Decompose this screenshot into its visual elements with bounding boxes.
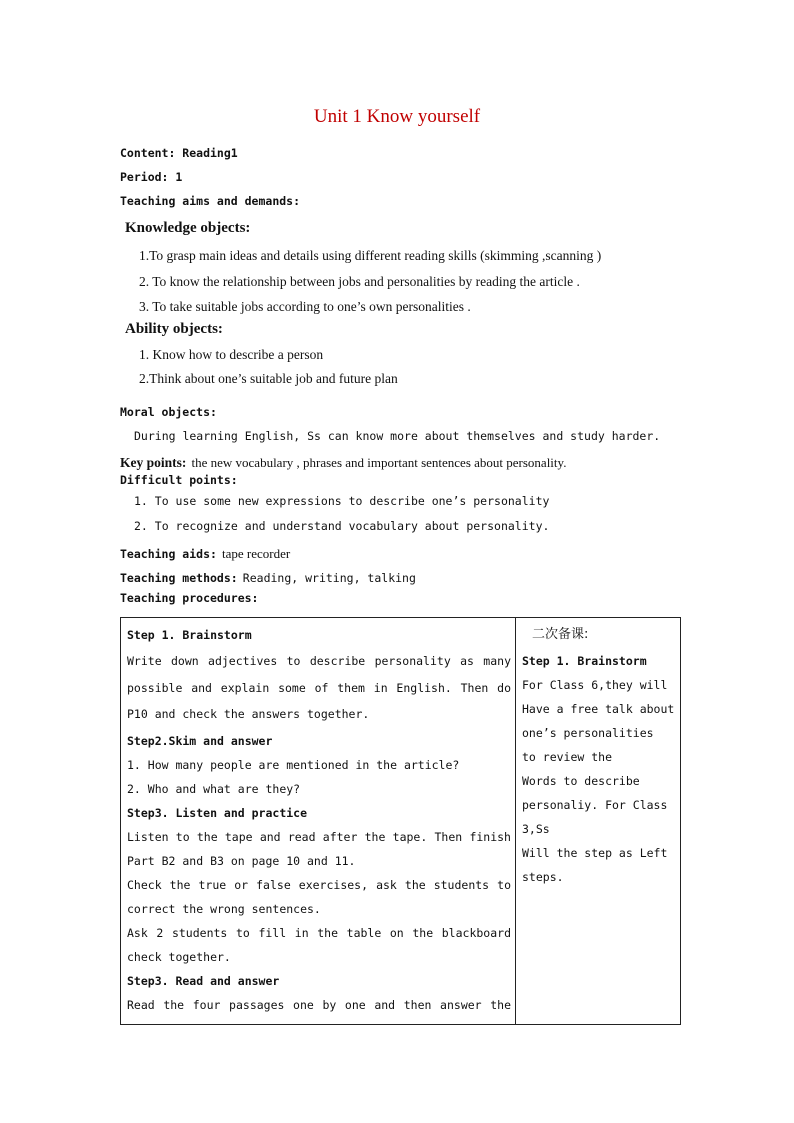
step3-line-6: check together. (127, 949, 231, 964)
ability-item-2: 2.Think about one’s suitable job and future plan (139, 371, 398, 386)
step2-heading: Step2.Skim and answer (127, 733, 273, 748)
step2-question-1: 1. How many people are mentioned in the article? (127, 757, 460, 772)
ability-item-1: 1. Know how to describe a person (139, 347, 324, 362)
step3-line-1: Listen to the tape and read after the tape. Then finish (127, 829, 511, 844)
period-line: Period: 1 (120, 170, 183, 184)
step2-question-2: 2. Who and what are they? (127, 781, 301, 796)
difficult-item-2: 2. To recognize and understand vocabulary about personality. (134, 519, 550, 533)
knowledge-item-3: 3. To take suitable jobs according to one’s own personalities . (139, 299, 471, 314)
right-line-5: Words to describe (522, 774, 640, 788)
teaching-methods-line (120, 567, 416, 586)
ability-objects-heading: Ability objects: (125, 321, 223, 337)
key-points-value: the new vocabulary , phrases and important sentences about personality. (191, 455, 567, 470)
key-points-label: Key points: (120, 455, 187, 470)
step3-line-2: Part B2 and B3 on page 10 and 11. (127, 853, 356, 868)
right-step1-heading: Step 1. Brainstorm (522, 654, 647, 668)
step1-line-2: possible and explain some of them in English. Then do (127, 680, 511, 695)
right-line-1: For Class 6,they will (522, 678, 668, 692)
difficult-item-1: 1. To use some new expressions to describe one’s personality (134, 494, 550, 508)
step3-line-5: Ask 2 students to fill in the table on the blackboard (127, 925, 511, 940)
moral-objects-heading: Moral objects: (120, 405, 217, 419)
step1-line-1: Write down adjectives to describe personality as many (127, 654, 511, 668)
second-prep-heading: 二次备课: (532, 627, 589, 642)
right-line-3: one’s personalities (522, 726, 654, 740)
difficult-points-heading: Difficult points: (120, 473, 238, 487)
knowledge-item-2: 2. To know the relationship between jobs and personalities by reading the article . (139, 274, 580, 289)
right-line-4: to review the (522, 750, 613, 764)
step3-line-3: Check the true or false exercises, ask the students to (127, 877, 511, 892)
page-title: Unit 1 Know yourself (313, 106, 481, 127)
knowledge-objects-heading: Knowledge objects: (125, 220, 251, 236)
teaching-aids-line (120, 543, 290, 562)
moral-objects-text: During learning English, Ss can know more about themselves and study harder. (134, 429, 661, 443)
procedures-right-cell (522, 624, 680, 890)
step1-line-3: P10 and check the answers together. (127, 707, 370, 721)
procedures-left-cell (127, 624, 511, 1018)
knowledge-item-1: 1.To grasp main ideas and details using different reading skills (skimming ,scanning ) (139, 248, 602, 263)
teaching-aids-value: tape recorder (222, 546, 291, 561)
teaching-aims-heading: Teaching aims and demands: (120, 194, 301, 208)
teaching-aids-label: Teaching aids: (120, 547, 217, 561)
step3b-line-1: Read the four passages one by one and then answer the (127, 997, 511, 1012)
right-line-6: personaliy. For Class (522, 798, 668, 812)
teaching-procedures-heading: Teaching procedures: (120, 591, 259, 605)
step3b-heading: Step3. Read and answer (127, 973, 280, 988)
teaching-methods-label: Teaching methods: (120, 571, 238, 585)
right-line-8: Will the step as Left (522, 846, 668, 860)
right-line-7: 3,Ss (522, 822, 550, 836)
teaching-methods-value: Reading, writing, talking (242, 571, 416, 585)
procedures-table (120, 617, 681, 1025)
right-line-9: steps. (522, 870, 564, 884)
step3-heading: Step3. Listen and practice (127, 805, 308, 820)
step1-heading: Step 1. Brainstorm (127, 628, 252, 642)
table-divider (515, 618, 516, 1024)
right-line-2: Have a free talk about (522, 702, 675, 716)
key-points-line (120, 452, 566, 471)
content-line: Content: Reading1 (120, 146, 238, 160)
step3-line-4: correct the wrong sentences. (127, 901, 321, 916)
